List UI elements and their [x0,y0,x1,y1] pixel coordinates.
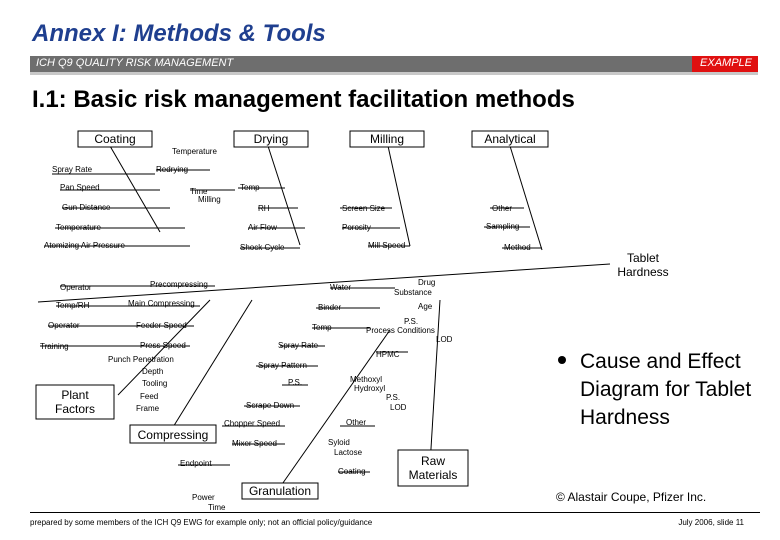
cause-label: Age [418,302,433,311]
category-milling: Milling [369,132,405,146]
footer-date: July 2006, slide 11 [678,518,744,527]
cause-label: Scrape Down [246,401,295,410]
cause-label: Screen Size [342,204,386,213]
cause-label: Pan Speed [60,183,100,192]
cause-label: Air Flow [248,223,277,232]
category-plant-factors: Plant Factors [54,388,96,416]
example-tag: EXAMPLE [692,56,758,72]
cause-label: Drug Substance [394,278,436,297]
cause-label: Spray Rate [52,165,93,174]
cause-label: Feeder Speed [136,321,187,330]
cause-label: Other [492,204,513,213]
category-compressing: Compressing [137,428,209,442]
cause-label: P.S. [288,378,303,387]
cause-label: Temp [240,183,260,192]
cause-label: Methoxyl Hydroxyl [350,375,386,393]
copyright: © Alastair Coupe, Pfizer Inc. [556,490,707,504]
cause-label: Power Time [192,493,226,512]
bullet-dot [558,356,566,364]
cause-label: Redrying [156,165,189,174]
cause-label: Punch Penetration Depth [108,355,174,376]
cause-label: P.S. [404,317,419,326]
cause-label: HPMC [376,350,400,359]
main-branches [40,146,542,490]
cause-label: Chopper Speed [224,419,281,428]
spine-line [38,264,610,302]
cause-label: Gun Distance [62,203,111,212]
cause-label: LOD [390,403,407,412]
cause-label: Syloid Lactose [328,438,363,457]
category-raw-materials: Raw Materials [408,454,458,482]
cause-label: RH [258,204,270,213]
cause-label: Sampling [486,222,520,231]
cause-label: Training [40,342,69,351]
cause-label: Milling [198,195,221,204]
cause-label: Feed Frame [136,392,160,413]
cause-label: Method [504,243,531,252]
cause-label: Water [330,283,352,292]
category-drying: Drying [253,132,289,146]
category-coating: Coating [94,132,136,146]
cause-label: Precompressing [150,280,208,289]
cause-label: Operator [48,321,80,330]
cause-label: Process Conditions [366,326,435,335]
footer-note: prepared by some members of the ICH Q9 EWG for example only; not an official policy/guidance [30,518,373,527]
cause-label: Atomizing Air Pressure [44,241,125,250]
footer-divider [30,512,760,513]
effect-label: Tablet Hardness [617,251,669,279]
bullet-text: Cause and Effect Diagram for Tablet Hardness [580,350,752,429]
cause-label: Tooling [142,379,168,388]
cause-label: Mixer Speed [232,439,277,448]
banner-subtitle: ICH Q9 QUALITY RISK MANAGEMENT [36,57,234,69]
cause-label: Temp/RH [56,301,90,310]
cause-label: Operator [60,283,92,292]
category-analytical: Analytical [484,132,536,146]
cause-label: Shock Cycle [240,243,285,252]
cause-label: LOD [436,335,453,344]
cause-label: Press Speed [140,341,186,350]
cause-label: Spray Pattern [258,361,307,370]
cause-label: Temperature [172,147,217,156]
cause-label: Binder [318,303,342,312]
section-heading: I.1: Basic risk management facilitation methods [32,86,575,113]
cause-label: Coating [338,467,366,476]
cause-label: Endpoint [180,459,212,468]
cause-label: Temperature [56,223,101,232]
category-granulation: Granulation [248,484,312,498]
category-boxes [36,131,669,499]
cause-label: Temp [312,323,332,332]
cause-label: Other [346,418,367,427]
cause-label: Main Compressing [128,299,195,308]
cause-label: Porosity [342,223,371,232]
cause-label: Spray Rate [278,341,319,350]
cause-label: P.S. [386,393,401,402]
cause-label: Mill Speed [368,241,406,250]
cause-label: Time [190,187,208,196]
slide-title: Annex I: Methods & Tools [32,20,326,47]
